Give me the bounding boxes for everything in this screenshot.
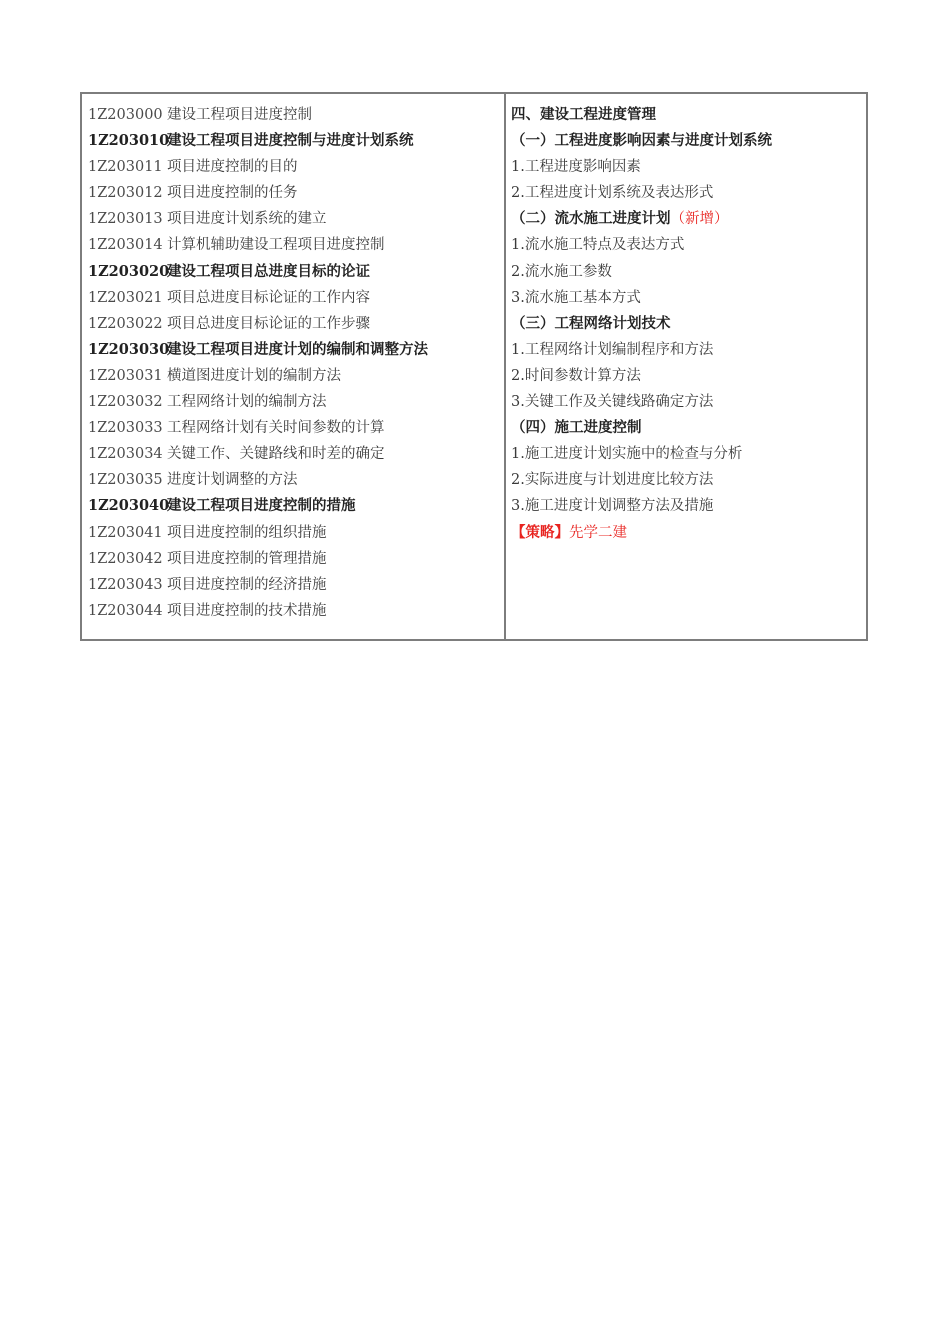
outline-row bbox=[88, 441, 504, 467]
outline-row bbox=[88, 363, 504, 389]
outline-row bbox=[88, 180, 504, 206]
outline-row bbox=[88, 311, 504, 337]
syllabus-item: 2.流水施工参数 bbox=[511, 263, 612, 280]
outline-row bbox=[88, 232, 504, 258]
outline-row bbox=[88, 598, 504, 624]
outline-code: 1Z203044 bbox=[88, 602, 163, 619]
outline-title: 项目进度计划系统的建立 bbox=[167, 211, 327, 228]
syllabus-item: 2.时间参数计算方法 bbox=[511, 367, 641, 384]
outline-title: 进度计划调整的方法 bbox=[167, 472, 298, 489]
new-tag: （新增） bbox=[670, 211, 729, 228]
outline-row bbox=[88, 259, 504, 285]
outline-code: 1Z203040 bbox=[88, 497, 170, 515]
outline-code: 1Z203031 bbox=[88, 367, 163, 384]
outline-code: 1Z203030 bbox=[88, 340, 170, 358]
outline-row bbox=[88, 102, 504, 128]
outline-code: 1Z203042 bbox=[88, 550, 163, 567]
outline-row bbox=[88, 493, 504, 519]
outline-row bbox=[88, 389, 504, 415]
syllabus-item: 2.实际进度与计划进度比较方法 bbox=[511, 472, 714, 489]
outline-title: 工程网络计划的编制方法 bbox=[167, 394, 327, 411]
outline-title: 建设工程项目进度控制与进度计划系统 bbox=[167, 132, 414, 150]
syllabus-item: 2.工程进度计划系统及表达形式 bbox=[511, 185, 714, 202]
outline-code: 1Z203013 bbox=[88, 211, 163, 228]
outline-title: 计算机辅助建设工程项目进度控制 bbox=[167, 237, 385, 254]
syllabus-column bbox=[506, 94, 866, 639]
outline-row bbox=[88, 572, 504, 598]
syllabus-section: （三）工程网络计划技术 bbox=[511, 314, 671, 332]
outline-title: 项目进度控制的目的 bbox=[167, 159, 298, 176]
outline-title: 建设工程项目进度计划的编制和调整方法 bbox=[167, 340, 428, 358]
syllabus-heading: 四、建设工程进度管理 bbox=[511, 106, 656, 123]
outline-code: 1Z203032 bbox=[88, 394, 163, 411]
syllabus-item: 3.流水施工基本方式 bbox=[511, 289, 641, 306]
syllabus-section: （一）工程进度影响因素与进度计划系统 bbox=[511, 132, 772, 150]
syllabus-item: 1.流水施工特点及表达方式 bbox=[511, 237, 685, 254]
strategy-text: 先学二建 bbox=[569, 524, 627, 541]
syllabus-item: 1.施工进度计划实施中的检查与分析 bbox=[511, 446, 743, 463]
outline-table bbox=[80, 92, 868, 641]
outline-code: 1Z203043 bbox=[88, 576, 163, 593]
outline-title: 项目总进度目标论证的工作步骤 bbox=[167, 315, 370, 332]
strategy-label: 【策略】 bbox=[511, 523, 569, 541]
outline-title: 项目总进度目标论证的工作内容 bbox=[167, 289, 370, 306]
outline-row bbox=[88, 415, 504, 441]
outline-title: 横道图进度计划的编制方法 bbox=[167, 367, 341, 384]
syllabus-section bbox=[511, 206, 866, 232]
syllabus-item: 3.关键工作及关键线路确定方法 bbox=[511, 394, 714, 411]
outline-row bbox=[88, 546, 504, 572]
outline-row bbox=[88, 128, 504, 154]
outline-code: 1Z203033 bbox=[88, 420, 163, 437]
outline-code: 1Z203012 bbox=[88, 185, 163, 202]
textbook-outline-column bbox=[82, 94, 506, 639]
outline-title: 项目进度控制的经济措施 bbox=[167, 576, 327, 593]
outline-title: 项目进度控制的任务 bbox=[167, 185, 298, 202]
syllabus-section: （四）施工进度控制 bbox=[511, 419, 642, 437]
outline-code: 1Z203034 bbox=[88, 446, 163, 463]
outline-code: 1Z203011 bbox=[88, 159, 163, 176]
syllabus-section-title: （二）流水施工进度计划 bbox=[511, 210, 671, 228]
outline-row bbox=[88, 285, 504, 311]
outline-code: 1Z203041 bbox=[88, 524, 163, 541]
outline-title: 关键工作、关键路线和时差的确定 bbox=[167, 446, 385, 463]
strategy-note bbox=[511, 520, 866, 546]
outline-title: 建设工程项目进度控制 bbox=[167, 107, 312, 123]
outline-code: 1Z203020 bbox=[88, 262, 170, 280]
outline-title: 建设工程项目进度控制的措施 bbox=[167, 497, 356, 515]
syllabus-item: 1.工程网络计划编制程序和方法 bbox=[511, 341, 714, 358]
outline-row bbox=[88, 467, 504, 493]
syllabus-item: 3.施工进度计划调整方法及措施 bbox=[511, 498, 714, 515]
outline-code: 1Z203022 bbox=[88, 315, 163, 332]
outline-row bbox=[88, 337, 504, 363]
outline-code: 1Z203035 bbox=[88, 472, 163, 489]
outline-row bbox=[88, 154, 504, 180]
outline-title: 项目进度控制的组织措施 bbox=[167, 524, 327, 541]
outline-code: 1Z203000 bbox=[88, 107, 163, 123]
outline-title: 项目进度控制的管理措施 bbox=[167, 550, 327, 567]
outline-title: 项目进度控制的技术措施 bbox=[167, 602, 327, 619]
outline-title: 建设工程项目总进度目标的论证 bbox=[167, 262, 370, 280]
outline-code: 1Z203014 bbox=[88, 237, 163, 254]
syllabus-item: 1.工程进度影响因素 bbox=[511, 159, 641, 176]
outline-title: 工程网络计划有关时间参数的计算 bbox=[167, 420, 385, 437]
outline-row bbox=[88, 206, 504, 232]
outline-code: 1Z203021 bbox=[88, 289, 163, 306]
outline-code: 1Z203010 bbox=[88, 132, 170, 150]
outline-row bbox=[88, 520, 504, 546]
